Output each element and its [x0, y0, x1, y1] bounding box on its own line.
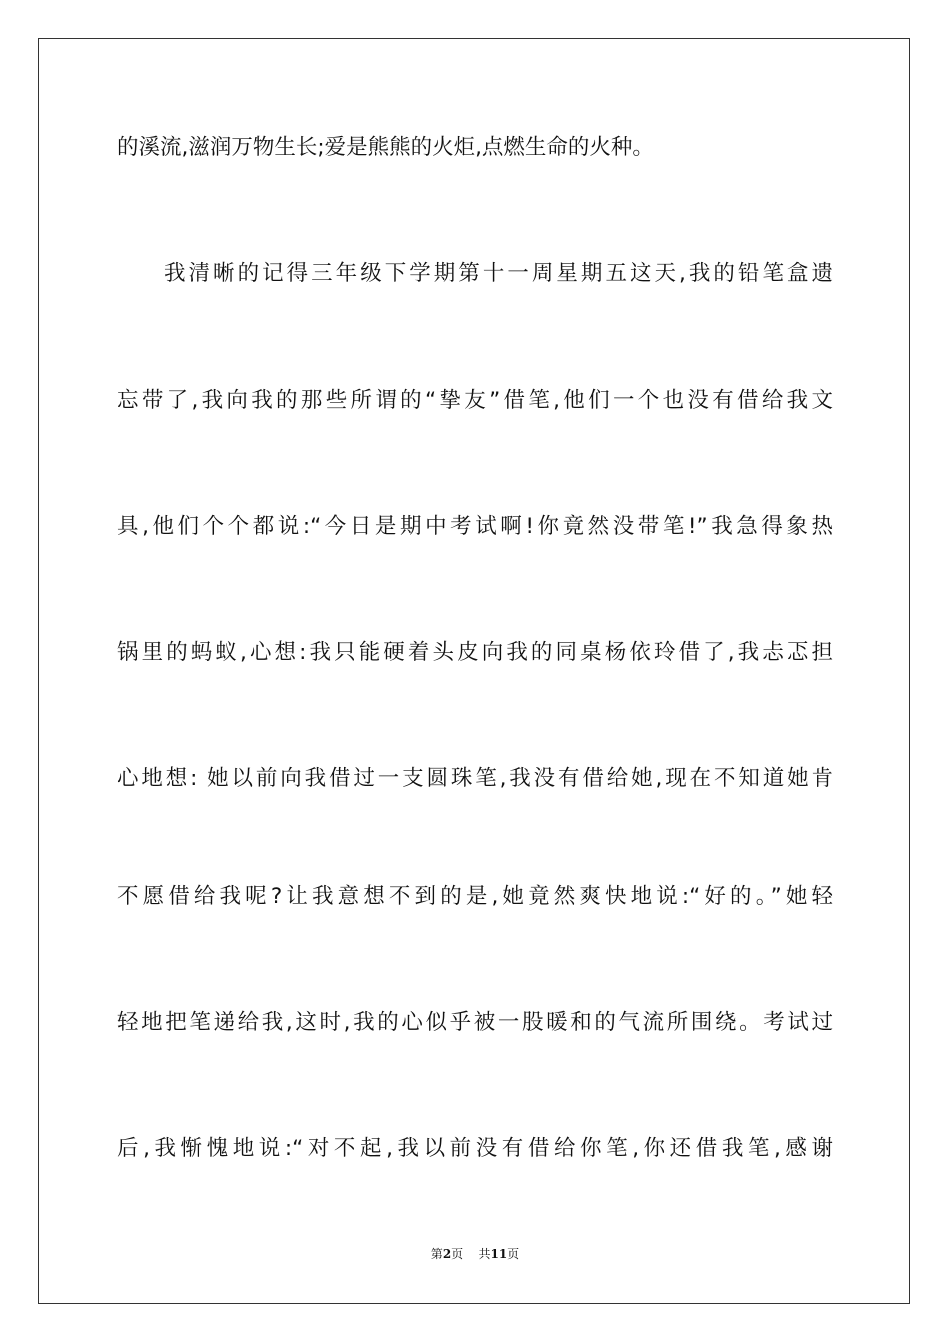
- paragraph-line: 的溪流,滋润万物生长;爱是熊熊的火炬,点燃生命的火种。: [117, 135, 654, 160]
- page-number: 2: [442, 1247, 452, 1261]
- total-prefix: 共: [478, 1247, 491, 1261]
- paragraph-line: 我清晰的记得三年级下学期第十一周星期五这天,我的铅笔盒遗: [164, 261, 833, 286]
- paragraph-line: 不愿借给我呢?让我意想不到的是,她竟然爽快地说:“好的。”她轻: [117, 884, 833, 909]
- paragraph-line: 心地想: 她以前向我借过一支圆珠笔,我没有借给她,现在不知道她肯: [117, 766, 833, 791]
- page-footer: [0, 1246, 950, 1262]
- paragraph-line: 具,他们个个都说:“今日是期中考试啊!你竟然没带笔!”我急得象热: [117, 514, 833, 539]
- page-border: [38, 38, 910, 1304]
- paragraph-line: 轻地把笔递给我,这时,我的心似乎被一股暖和的气流所围绕。考试过: [117, 1010, 833, 1035]
- page-prefix: 第: [430, 1247, 443, 1261]
- paragraph-line: 后,我惭愧地说:“对不起,我以前没有借给你笔,你还借我笔,感谢: [117, 1136, 833, 1161]
- paragraph-line: 锅里的蚂蚁,心想:我只能硬着头皮向我的同桌杨依玲借了,我忐忑担: [117, 640, 833, 665]
- page-suffix: 页: [451, 1247, 464, 1261]
- paragraph-line: 忘带了,我向我的那些所谓的“挚友”借笔,他们一个也没有借给我文: [117, 388, 833, 413]
- total-suffix: 页: [507, 1247, 520, 1261]
- total-pages: 11: [490, 1247, 508, 1261]
